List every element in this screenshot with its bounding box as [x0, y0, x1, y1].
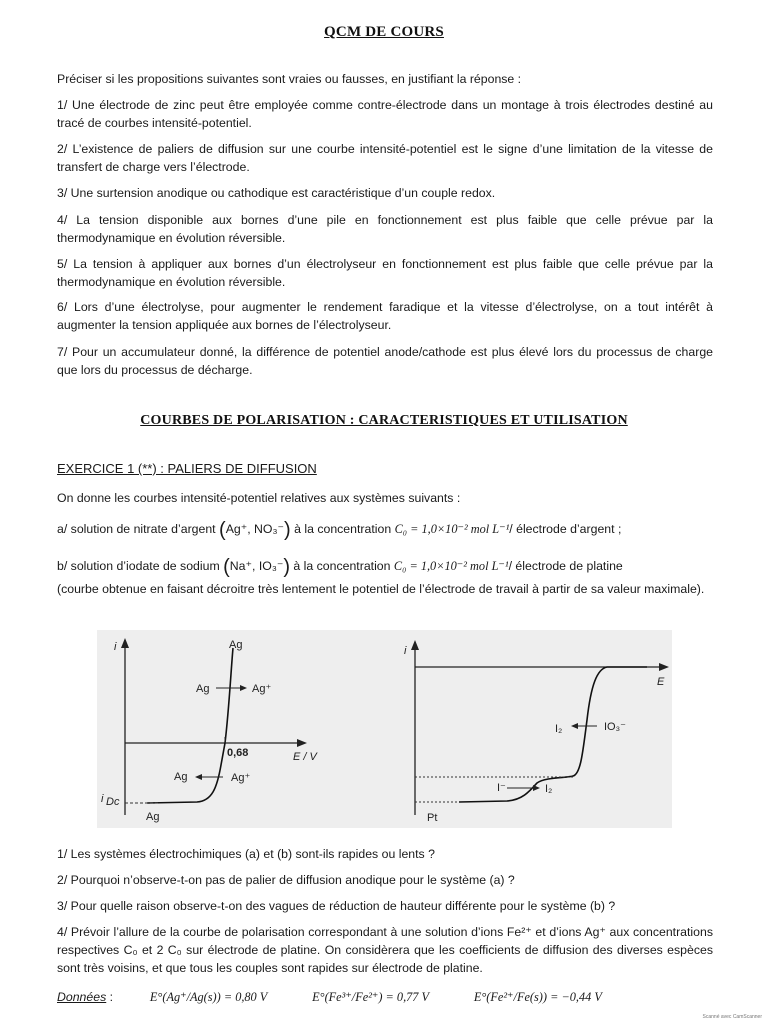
right-wave1-to: IO₃⁻ [604, 721, 626, 733]
left-bottom-label: Ag [146, 811, 160, 823]
right-y-label: i [404, 645, 407, 657]
qcm-item-2: 2/ L’existence de paliers de diffusion sur une courbe intensité-potentiel est le signe d’une limitation de la vitesse de transfert de charge vers l’électrode. [57, 142, 713, 174]
qcm-item-3: 3/ Une surtension anodique ou cathodique est caractéristique d’un couple redox. [57, 186, 496, 200]
qcm-item-7: 7/ Pour un accumulateur donné, la différence de potentiel anode/cathode est plus élevé lors du processus de charge que lors du processus de décharge. [57, 345, 713, 377]
left-red-from: Ag [174, 771, 188, 783]
right-wave2-to: I₂ [545, 783, 553, 795]
question-2: 2/ Pourquoi n’observe-t-on pas de palier de diffusion anodique pour le système (a) ? [57, 873, 515, 887]
right-wave1-arrow-head [571, 723, 578, 729]
right-wave1-from: I₂ [555, 723, 563, 735]
system-a-line: a/ solution de nitrate d’argent (Ag⁺, NO₃⁻) à la concentration C₀ = 1,0×10⁻² mol L⁻¹/ électrode d’argent ; [57, 519, 622, 541]
left-potential-label: 0,68 [227, 747, 249, 759]
left-ox-arrow-head [240, 685, 247, 691]
left-plateau-label: i [101, 793, 104, 805]
system-b-continuation: (courbe obtenue en faisant décroitre très lentement le potentiel de l’électrode de travail à partir de sa valeur maximale). [57, 582, 705, 596]
system-b-prefix: b/ solution d’iodate de sodium [57, 559, 224, 573]
right-curve [459, 667, 647, 802]
system-a-concentration: C₀ = 1,0×10⁻² mol L⁻¹ [394, 522, 510, 536]
system-b-line: b/ solution d’iodate de sodium (Na⁺, IO₃⁻) à la concentration C₀ = 1,0×10⁻² mol L⁻¹/ électrode de platine [57, 556, 623, 578]
right-x-arrow [659, 663, 669, 671]
exercise-title: EXERCICE 1 (**) : PALIERS DE DIFFUSION [57, 461, 317, 476]
right-wave2-from: I⁻ [497, 782, 506, 794]
system-b-suffix: / électrode de platine [508, 559, 623, 573]
left-red-arrow-head [195, 774, 202, 780]
donnee-ag: E°(Ag⁺/Ag(s)) = 0,80 V [149, 990, 268, 1004]
left-red-to: Ag⁺ [231, 772, 251, 784]
system-b-concentration: C₀ = 1,0×10⁻² mol L⁻¹ [393, 559, 509, 573]
section-title: COURBES DE POLARISATION : CARACTERISTIQUES ET UTILISATION [140, 413, 628, 428]
right-y-arrow [411, 640, 419, 650]
donnees-line [57, 990, 737, 1005]
scanner-watermark: Scanné avec CamScanner [702, 1014, 762, 1020]
system-a-species: Ag⁺, NO₃⁻ [225, 522, 284, 536]
left-plateau-sub: Dc [106, 796, 120, 808]
left-y-arrow [121, 638, 129, 648]
donnees-colon: : [106, 990, 114, 1004]
question-1: 1/ Les systèmes électrochimiques (a) et (b) sont-ils rapides ou lents ? [57, 847, 435, 861]
left-x-arrow [297, 739, 307, 747]
donnees-label: Données [57, 990, 107, 1004]
right-wave2-arrow-head [533, 785, 540, 791]
question-4: 4/ Prévoir l’allure de la courbe de polarisation correspondant à une solution d’ions Fe²⁺ et d’ions Ag⁺ aux concentrations respectives C₀ et 2 C₀ sur électrode de platine. On considèrera que les coefficients de diffusion des diverses espèces sont très voisins, et que tous les couples sont rapides sur électrode de platine. [57, 925, 713, 975]
system-a-suffix: / électrode d’argent ; [509, 522, 622, 536]
left-x-label: E / V [293, 751, 317, 763]
qcm-item-4: 4/ La tension disponible aux bornes d’une pile en fonctionnement est plus faible que celle prévue par la thermodynamique en évolution réversible. [57, 213, 713, 245]
donnee-fe3-fe2: E°(Fe³⁺/Fe²⁺) = 0,77 V [312, 990, 430, 1004]
left-y-label: i [114, 641, 117, 653]
polarisation-figure [97, 630, 672, 828]
system-b-middle: à la concentration [290, 559, 394, 573]
polarisation-curves-svg [97, 630, 672, 828]
qcm-item-5: 5/ La tension à appliquer aux bornes d’un électrolyseur en fonctionnement est plus faible que celle prévue par la thermodynamique en évolution réversible. [57, 257, 713, 289]
qcm-item-6: 6/ Lors d’une électrolyse, pour augmenter le rendement faradique et la vitesse d’électrolyse, on a tout intérêt à augmenter la tension appliquée aux bornes de l’électrolyseur. [57, 300, 713, 332]
system-b-species: Na⁺, IO₃⁻ [229, 559, 284, 573]
left-ox-to: Ag⁺ [252, 683, 272, 695]
donnee-fe2-fe: E°(Fe²⁺/Fe(s)) = −0,44 V [473, 990, 602, 1004]
left-ox-from: Ag [196, 683, 210, 695]
exercise-intro: On donne les courbes intensité-potentiel relatives aux systèmes suivants : [57, 491, 461, 505]
right-bottom-label: Pt [427, 812, 438, 824]
left-top-label: Ag [229, 639, 243, 651]
qcm-title: QCM DE COURS [324, 24, 444, 40]
qcm-item-1: 1/ Une électrode de zinc peut être employée comme contre-électrode dans un montage à trois électrodes destiné au tracé de courbes intensité-potentiel. [57, 98, 713, 130]
left-curve [147, 648, 233, 803]
system-a-prefix: a/ solution de nitrate d’argent [57, 522, 220, 536]
right-x-label: E [657, 676, 665, 688]
qcm-intro: Préciser si les propositions suivantes sont vraies ou fausses, en justifiant la réponse : [57, 72, 522, 86]
question-3: 3/ Pour quelle raison observe-t-on des vagues de réduction de hauteur différente pour le système (b) ? [57, 899, 616, 913]
system-a-middle: à la concentration [290, 522, 395, 536]
